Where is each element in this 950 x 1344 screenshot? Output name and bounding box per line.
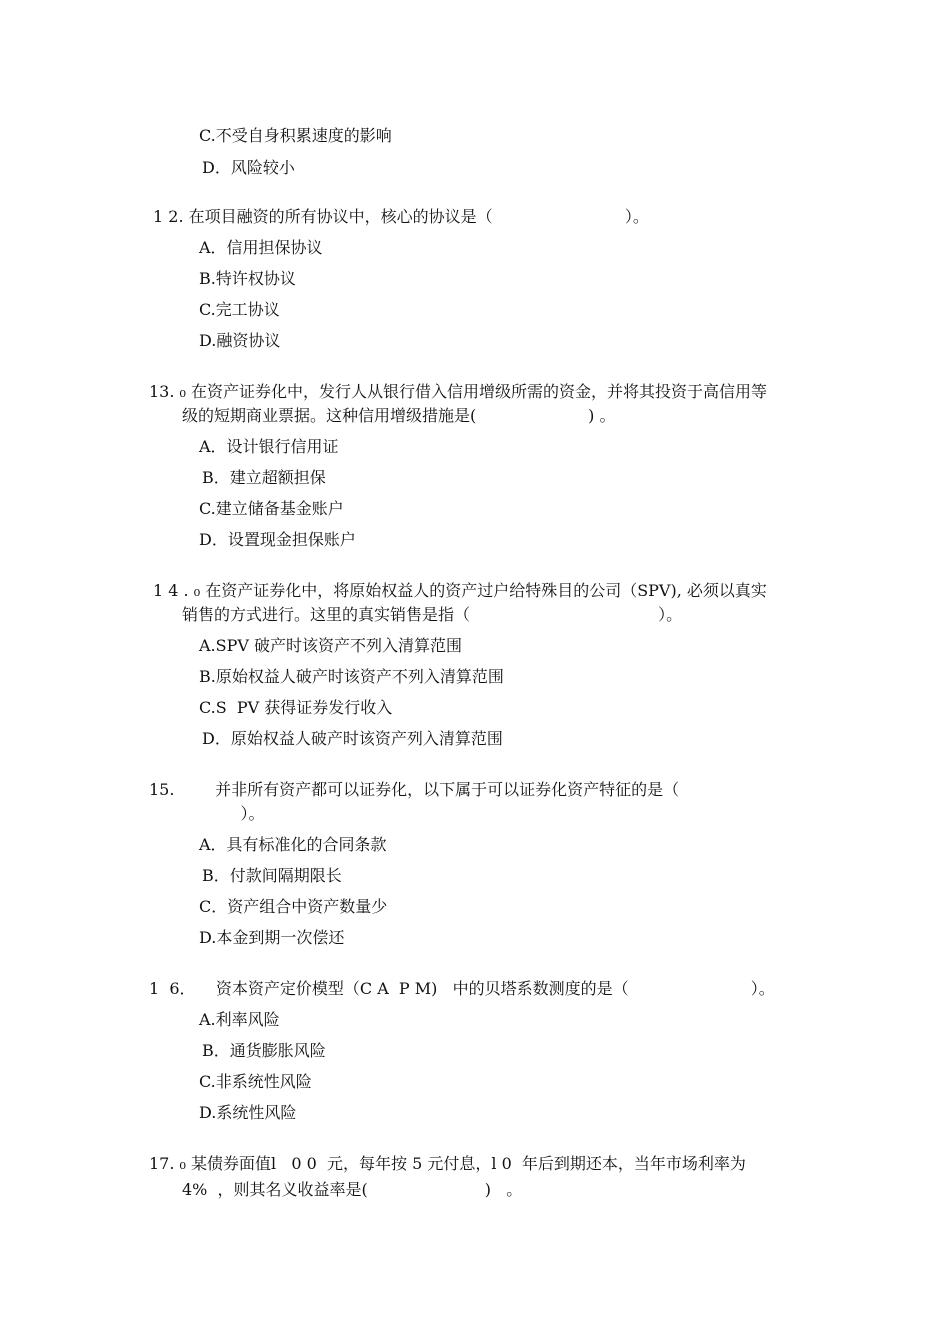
option-prev-c: C.不受自身积累速度的影响 — [199, 126, 392, 145]
question-15-option-d: D.本金到期一次偿还 — [199, 928, 345, 947]
question-17-stem-line2: 4% ，则其名义收益率是( ) 。 — [182, 1180, 523, 1199]
question-16-option-c: C.非系统性风险 — [199, 1072, 312, 1091]
question-14-option-b: B.原始权益人破产时该资产不列入清算范围 — [199, 667, 504, 686]
question-16-option-a: A.利率风险 — [199, 1010, 280, 1029]
question-13-option-d: D．设置现金担保账户 — [199, 530, 356, 549]
question-15-option-a: A．具有标准化的合同条款 — [199, 835, 387, 854]
question-14-stem-line1: 1 4 . ₀ 在资产证券化中，将原始权益人的资产过户给特殊目的公司（SPV), 必须以真实 — [153, 581, 767, 600]
question-15-stem-line1: 15. 并非所有资产都可以证券化，以下属于可以证券化资产特征的是（ — [149, 780, 680, 799]
question-13-option-c: C.建立储备基金账户 — [199, 499, 344, 518]
question-17-stem-line1: 17. ₀ 某债券面值l 0 0 元，每年按 5 元付息，l 0 年后到期还本，当年市场利率为 — [149, 1154, 746, 1173]
question-12-option-a: A．信用担保协议 — [199, 238, 323, 257]
question-16-option-b: B．通货膨胀风险 — [202, 1041, 326, 1060]
question-14-stem-line2: 销售的方式进行。这里的真实销售是指（ ）。 — [182, 605, 683, 624]
question-14-option-c: C.S PV 获得证券发行收入 — [199, 698, 393, 717]
question-13-option-a: A．设计银行信用证 — [199, 437, 339, 456]
question-15-option-b: B．付款间隔期限长 — [202, 866, 342, 885]
option-prev-d: D．风险较小 — [202, 158, 295, 177]
question-13-stem-line2: 级的短期商业票据。这种信用增级措施是( ) 。 — [182, 406, 616, 425]
question-12-option-c: C.完工协议 — [199, 300, 280, 319]
question-12-option-b: B.特许权协议 — [199, 269, 296, 288]
question-14-option-a: A.SPV 破产时该资产不列入清算范围 — [199, 636, 463, 655]
question-14-option-d: D．原始权益人破产时该资产列入清算范围 — [202, 729, 503, 748]
question-13-stem-line1: 13. ₀ 在资产证券化中，发行人从银行借入信用增级所需的资金，并将其投资于高信用等 — [149, 382, 768, 401]
question-12-stem: 1 2. 在项目融资的所有协议中，核心的协议是（ ）。 — [153, 207, 649, 226]
question-16-stem: 1 6． 资本资产定价模型（C A P M) 中的贝塔系数测度的是（ ）。 — [149, 979, 775, 998]
question-15-stem-line2: ）。 — [149, 804, 265, 823]
question-12-option-d: D.融资协议 — [199, 331, 281, 350]
question-16-option-d: D.系统性风险 — [199, 1103, 297, 1122]
question-15-option-c: C．资产组合中资产数量少 — [199, 897, 388, 916]
question-13-option-b: B．建立超额担保 — [202, 468, 326, 487]
